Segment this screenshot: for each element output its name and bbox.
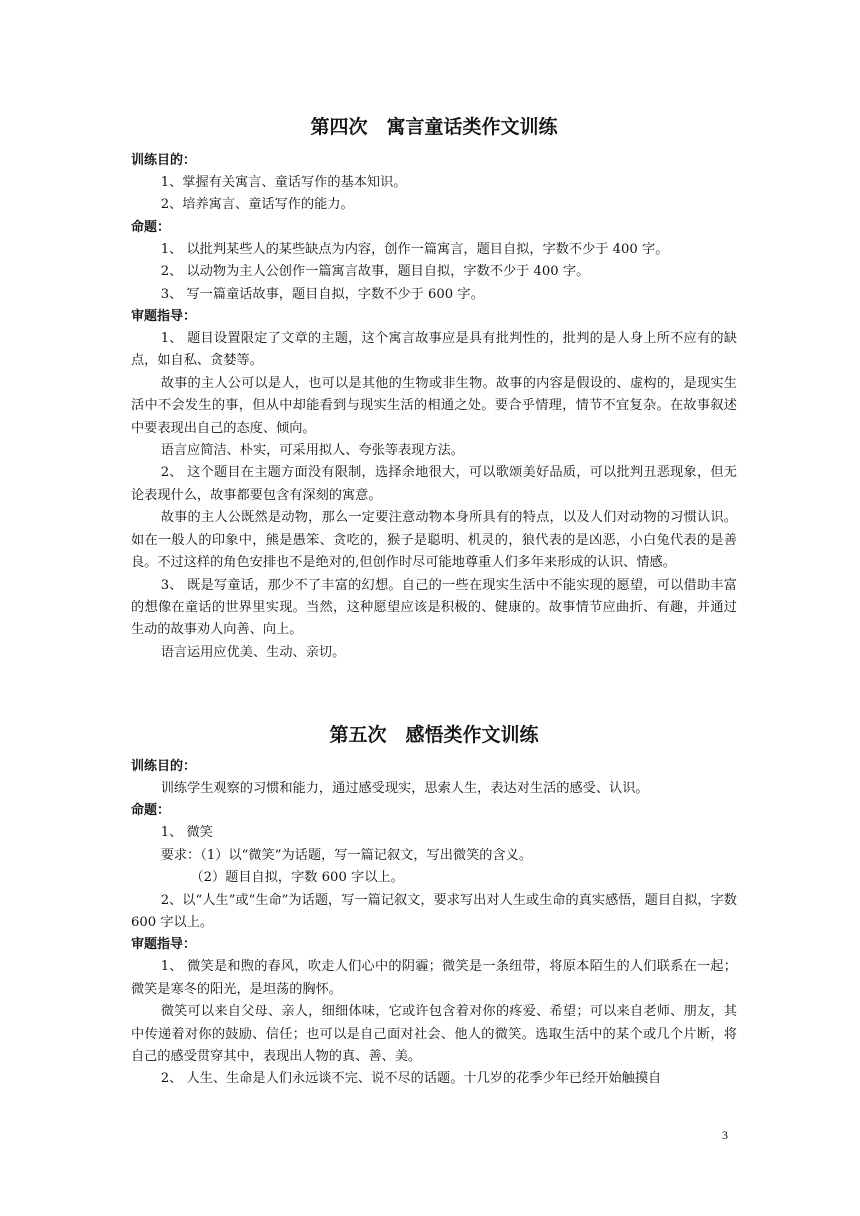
guide-paragraph: 故事的主人公既然是动物，那么一定要注意动物本身所具有的特点，以及人们对动物的习惯认识。如在一般人的印象中，熊是愚笨、贪吃的，猴子是聪明、机灵的，狼代表的是凶恶，小白兔代表的是善良。不过这样的角色安排也不是绝对的,但创作时尽可能地尊重人们多年来形成的认识、情感。 xyxy=(131,510,737,571)
guide-paragraph: 1、 微笑是和煦的春风，吹走人们心中的阴霾；微笑是一条纽带，将原本陌生的人们联系在一起；微笑是寒冬的阳光，是坦荡的胸怀。 xyxy=(131,959,737,997)
section-5 xyxy=(131,720,737,1091)
guide-heading: 审题指导： xyxy=(131,309,197,325)
topic-heading: 命题： xyxy=(131,219,171,235)
topic-item: 2、以“人生”或“生命”为话题，写一篇记叙文，要求写出对人生或生命的真实感悟，题目自拟，字数 600 字以上。 xyxy=(131,892,737,931)
topic-requirement: 要求：（1）以“微笑”为话题，写一篇记叙文，写出微笑的含义。 xyxy=(160,847,533,863)
guide-paragraph: 3、 既是写童话，那少不了丰富的幻想。自己的一些在现实生活中不能实现的愿望，可以借助丰富的想像在童话的世界里实现。当然，这种愿望应该是积极的、健康的。故事情节应曲折、有趣，并通过生动的故事劝人向善、向上。 xyxy=(131,577,737,638)
guide-paragraph: 故事的主人公可以是人，也可以是其他的生物或非生物。故事的内容是假设的、虚构的，是现实生活中不会发生的事，但从中却能看到与现实生活的相通之处。要合乎情理，情节不宜复杂。在故事叙述中要表现出自己的态度、倾向。 xyxy=(131,375,737,436)
guide-paragraph: 1、 题目设置限定了文章的主题，这个寓言故事应是具有批判性的，批判的是人身上所不应有的缺点，如自私、贪婪等。 xyxy=(131,331,737,369)
topic-item: 3、 写一篇童话故事，题目自拟，字数不少于 600 字。 xyxy=(160,286,484,302)
guide-heading: 审题指导： xyxy=(131,937,197,953)
section-4 xyxy=(131,112,737,664)
purpose-item: 训练学生观察的习惯和能力，通过感受现实，思索人生，表达对生活的感受、认识。 xyxy=(160,781,649,796)
topic-heading: 命题： xyxy=(131,803,171,819)
purpose-item: 1、掌握有关寓言、童话写作的基本知识。 xyxy=(160,175,407,190)
section-title: 第五次 感悟类作文训练 xyxy=(329,724,539,746)
topic-requirement: （2）题目自拟，字数 600 字以上。 xyxy=(190,870,404,886)
guide-paragraph: 微笑可以来自父母、亲人，细细体味，它或许包含着对你的疼爱、希望；可以来自老师、朋友，其中传递着对你的鼓励、信任；也可以是自己面对社会、他人的微笑。选取生活中的某个或几个片断，将自己的感受贯穿其中，表现出人物的真、善、美。 xyxy=(131,1004,737,1065)
purpose-item: 2、培养寓言、童话写作的能力。 xyxy=(160,197,354,213)
purpose-heading: 训练目的： xyxy=(131,153,197,168)
topic-item: 2、 以动物为主人公创作一篇寓言故事，题目自拟，字数不少于 400 字。 xyxy=(160,264,590,280)
guide-paragraph: 2、 人生、生命是人们永远谈不完、说不尽的话题。十几岁的花季少年已经开始触摸自 xyxy=(160,1071,662,1087)
guide-paragraph: 2、 这个题目在主题方面没有限制，选择余地很大，可以歌颂美好品质，可以批判丑恶现象，但无论表现什么，故事都要包含有深刻的寓意。 xyxy=(131,465,737,503)
topic-item: 1、 以批判某些人的某些缺点为内容，创作一篇寓言，题目自拟，字数不少于 400 字。 xyxy=(160,241,669,257)
guide-paragraph: 语言应简洁、朴实，可采用拟人、夸张等表现方法。 xyxy=(160,443,464,459)
topic-item: 1、 微笑 xyxy=(160,825,213,841)
purpose-heading: 训练目的： xyxy=(131,759,197,774)
guide-paragraph: 语言运用应优美、生动、亲切。 xyxy=(160,644,346,660)
section-title: 第四次 寓言童话类作文训练 xyxy=(310,116,558,138)
page-number: 3 xyxy=(722,1128,728,1142)
